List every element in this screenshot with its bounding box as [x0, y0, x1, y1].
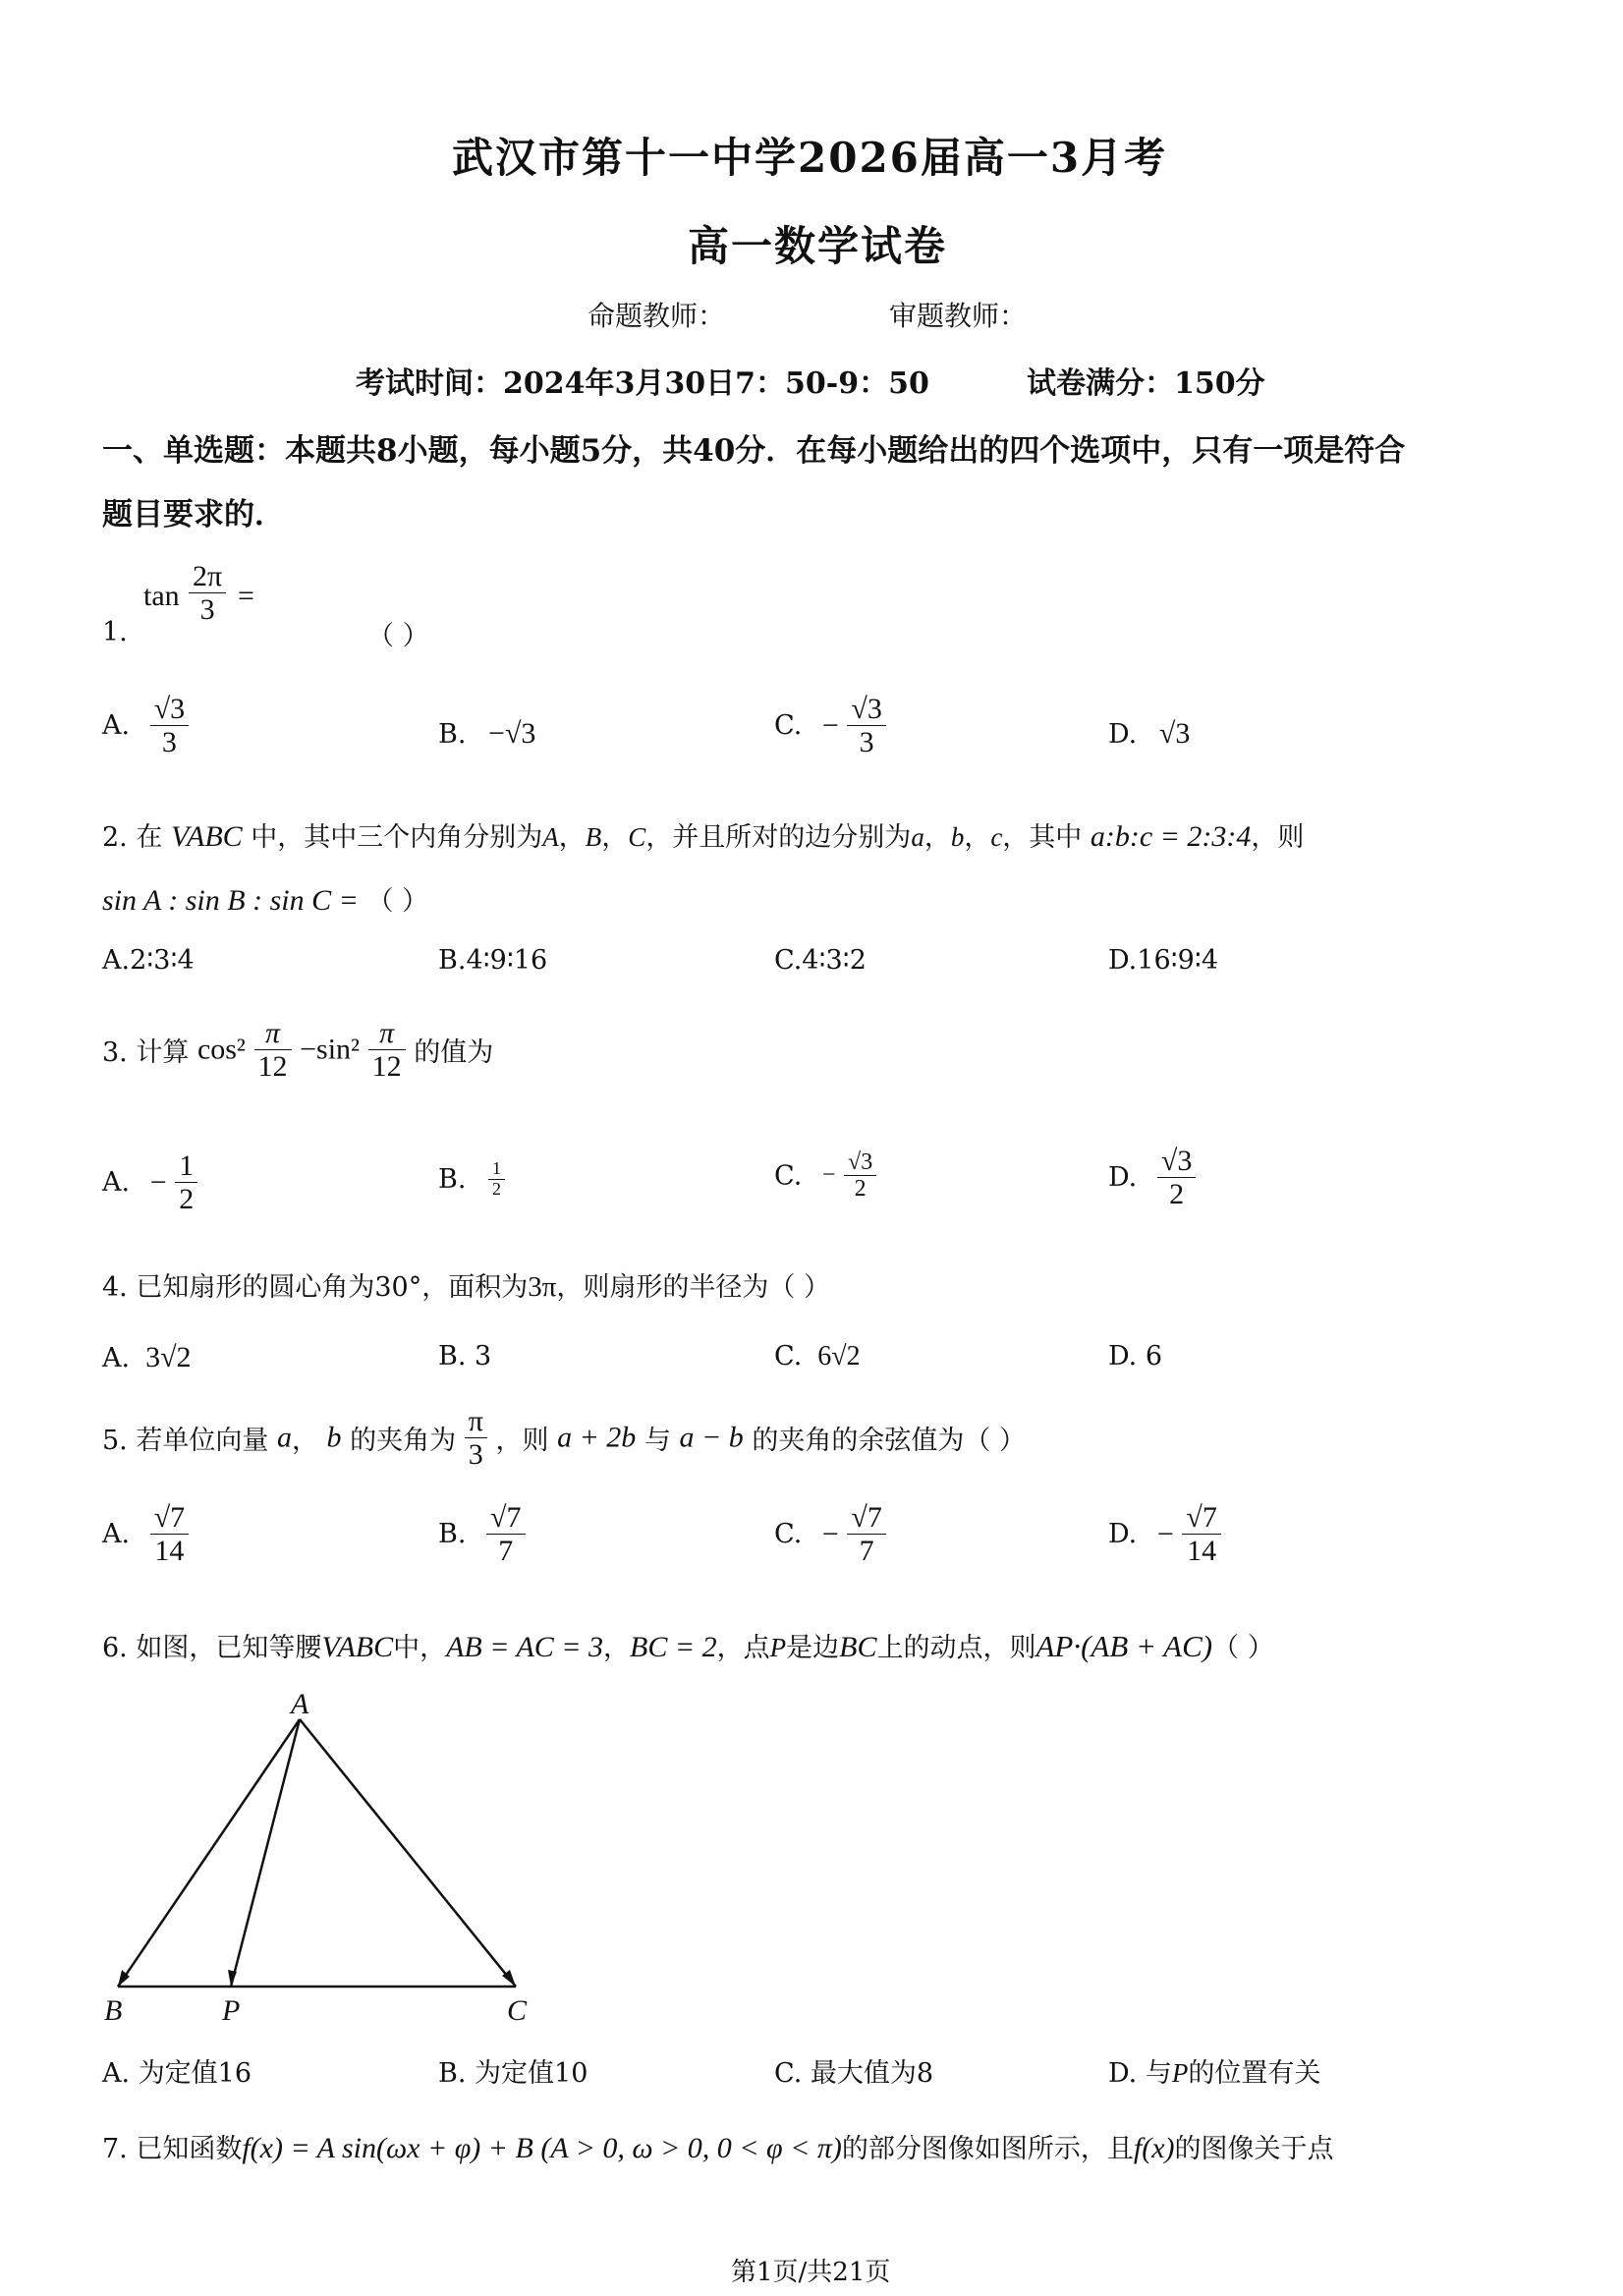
q5-option-b: B. $\frac{√7}{7}$	[438, 1501, 526, 1567]
page-footer: 第1页/共21页	[731, 2258, 891, 2287]
side-ac	[300, 1719, 516, 1987]
section-heading-line1: 一、单选题：本题共8小题，每小题5分，共40分．在每小题给出的四个选项中，只有一项是符合	[102, 433, 1406, 469]
triangle-figure	[98, 1690, 560, 2024]
question-2-line2: sin A : sin B : sin C = （ ）	[102, 884, 429, 917]
q1-tan: tan	[143, 580, 180, 612]
label-p: P	[222, 1994, 241, 2024]
section-heading-line2: 题目要求的．	[102, 497, 285, 532]
q4-option-a: A. 3√2	[102, 1341, 192, 1373]
q5-option-a: A. $\frac{√7}{14}$	[102, 1501, 189, 1567]
q6-option-b: B. 为定值10	[438, 2058, 588, 2089]
q1-option-a: A. $\frac{√3}{3}$	[102, 693, 189, 758]
q1-eq: =	[238, 580, 254, 612]
q1-option-b: B. −√3	[438, 717, 536, 750]
q3-option-b: B. $\frac{1}{2}$	[438, 1159, 505, 1200]
q1-number: 1.	[102, 617, 128, 647]
author-teacher: 命题教师：	[588, 300, 726, 332]
question-5: 5. 若单位向量 a， b 的夹角为 $\frac{\pi}{3}$ ，则 a + 2b 与 a − b 的夹角的余弦值为（ ）	[102, 1405, 1026, 1471]
full-score: 试卷满分：150分	[1027, 366, 1265, 401]
exam-subtitle: 高一数学试卷	[688, 222, 948, 270]
side-ab	[118, 1719, 300, 1987]
q5-option-c: C. − $\frac{√7}{7}$	[774, 1501, 886, 1567]
segment-ap	[231, 1719, 300, 1987]
question-6: 6. 如图，已知等腰VABC中，AB = AC = 3，BC = 2，点P是边BC上的动点，则AP·(AB + AC)（ ）	[102, 1629, 1274, 1663]
q1-option-c: C. − $\frac{√3}{3}$	[774, 693, 886, 758]
q3-option-a: A. − $\frac{1}{2}$	[102, 1149, 197, 1215]
q4-option-c: C. 6√2	[774, 1341, 861, 1372]
question-7: 7. 已知函数f(x) = A sin(ωx + φ) + B (A > 0, ω > 0, 0 < φ < π)的部分图像如图所示，且f(x)的图像关于点	[102, 2132, 1334, 2164]
q1-fraction: $\frac{2\pi}{3}$	[189, 560, 226, 626]
q2-option-d: D.16∶9∶4	[1108, 945, 1219, 976]
q1-option-d: D. √3	[1108, 717, 1191, 750]
q5-option-d: D. − $\frac{√7}{14}$	[1108, 1501, 1221, 1567]
q6-option-d: D. 与P的位置有关	[1108, 2058, 1321, 2089]
q1-paren: （ ）	[367, 621, 429, 651]
q3-option-d: D. $\frac{√3}{2}$	[1108, 1145, 1196, 1210]
label-b: B	[104, 1994, 123, 2024]
q2-option-c: C.4∶3∶2	[774, 945, 867, 976]
question-3: 3. 计算 cos² $\frac{\pi}{12}$ −sin² $\frac{\pi}{12}$ 的值为	[102, 1017, 494, 1083]
q4-option-b: B. 3	[438, 1341, 492, 1372]
q3-option-c: C. − $\frac{√3}{2}$	[774, 1149, 876, 1203]
q2-option-a: A.2∶3∶4	[102, 945, 195, 976]
label-c: C	[507, 1994, 528, 2024]
q6-option-c: C. 最大值为8	[774, 2058, 934, 2089]
exam-title: 武汉市第十一中学2026届高一3月考	[452, 134, 1168, 182]
q2-option-b: B.4∶9∶16	[438, 945, 548, 976]
q6-option-a: A. 为定值16	[102, 2058, 252, 2089]
q4-option-d: D. 6	[1108, 1341, 1163, 1372]
question-4: 4. 已知扇形的圆心角为30°，面积为3π，则扇形的半径为（ ）	[102, 1271, 830, 1303]
reviewer-teacher: 审题教师：	[889, 300, 1028, 332]
exam-time: 考试时间：2024年3月30日7：50-9：50	[356, 366, 929, 401]
label-a: A	[291, 1690, 309, 1720]
question-2-line1: 2. 在 VABC 中，其中三个内角分别为A，B，C，并且所对的边分别为a，b，c，其中 a:b:c = 2:3:4，则	[102, 820, 1305, 853]
